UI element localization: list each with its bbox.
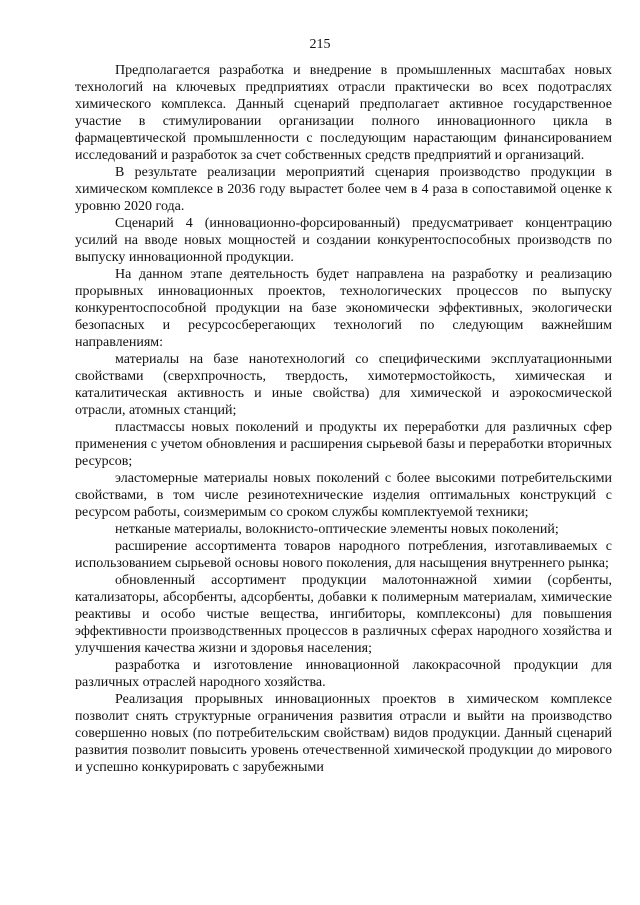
paragraph-production-growth: В результате реализации мероприятий сценария производство продукции в химическом комплексе в 2036 году вырастет более чем в 4 раза в сопоставимой оценке к уровню 2020 года. [75,165,612,214]
list-item-fine-chemicals: обновленный ассортимент продукции малотоннажной химии (сорбенты, катализаторы, абсорбенты, адсорбенты, добавки к полимерным материалам, химические реактивы и особо чистые вещества, ингибиторы, комплексоны) для повышения эффективности производственных процессов в различных сферах народного хозяйства и улучшения качества жизни и здоровья населения; [75,573,612,656]
list-item-consumer-goods: расширение ассортимента товаров народного потребления, изготавливаемых с использованием сырьевой основы нового поколения, для насыщения внутреннего рынка; [75,539,612,571]
list-item-paints: разработка и изготовление инновационной лакокрасочной продукции для различных отраслей народного хозяйства. [75,658,612,690]
document-body [75,62,612,776]
list-item-plastics: пластмассы новых поколений и продукты их переработки для различных сфер применения с учетом обновления и расширения сырьевой базы и переработки вторичных ресурсов; [75,420,612,469]
paragraph-scenario-description: Предполагается разработка и внедрение в промышленных масштабах новых технологий на ключевых предприятиях отрасли практически во всех подотраслях химического комплекса. Данный сценарий предполагает активное государственное участие в стимулировании организации полного инновационного цикла в фармацевтической промышленности с последующим нарастающим финансированием исследований и разработок за счет собственных средств предприятий и организаций. [75,63,612,163]
page-number: 215 [309,37,331,52]
paragraph-directions-intro: На данном этапе деятельность будет направлена на разработку и реализацию прорывных инновационных проектов, технологических процессов по выпуску конкурентоспособной продукции на базе экономически эффективных, экологически безопасных и ресурсосберегающих технологий по следующим важнейшим направлениям: [75,267,612,350]
paragraph-scenario-4: Сценарий 4 (инновационно-форсированный) предусматривает концентрацию усилий на вводе новых мощностей и создании конкурентоспособных производств по выпуску инновационной продукции. [75,216,612,265]
list-item-nonwovens: нетканые материалы, волокнисто-оптические элементы новых поколений; [115,522,559,537]
list-item-elastomers: эластомерные материалы новых поколений с более высокими потребительскими свойствами, в том числе резинотехнические изделия оптимальных конструкций с ресурсом работы, соизмеримым со сроком службы комплектуемой техники; [75,471,612,520]
paragraph-breakthrough-projects: Реализация прорывных инновационных проектов в химическом комплексе позволит снять структурные ограничения развития отрасли и выйти на производство совершенно новых (по потребительским свойствам) видов продукции. Данный сценарий развития позволит повысить уровень отечественной химической продукции до мирового и успешно конкурировать с зарубежными [75,692,612,775]
list-item-nanomaterials: материалы на базе нанотехнологий со специфическими эксплуатационными свойствами (сверхпрочность, твердость, химотермостойкость, химическая и каталитическая активность и иные свойства) для химической и аэрокосмической отрасли, атомных станций; [75,352,612,418]
